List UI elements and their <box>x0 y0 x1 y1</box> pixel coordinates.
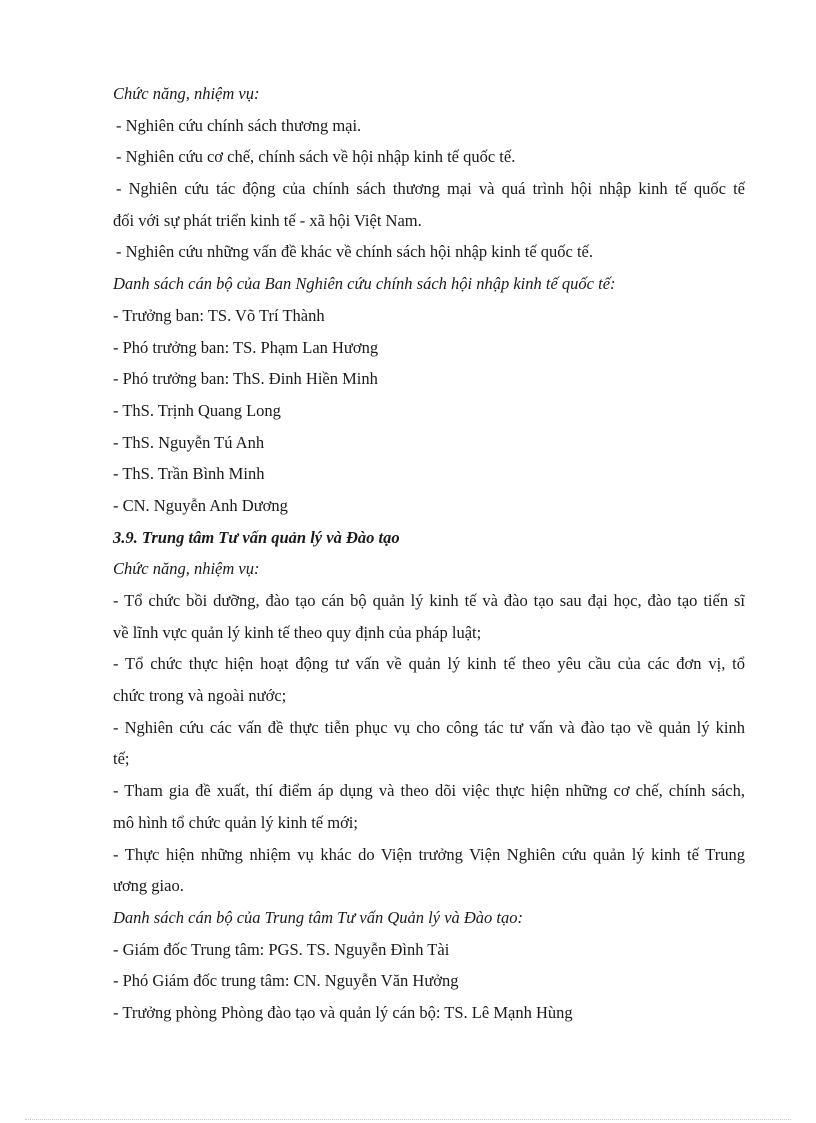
document-page <box>113 78 745 1029</box>
staff-item: - ThS. Nguyễn Tú Anh <box>113 432 265 452</box>
function-item: - Tổ chức thực hiện hoạt động tư vấn về quản lý kinh tế theo yêu cầu của các đơn vị, tổ <box>113 654 745 674</box>
page-bottom-divider <box>25 1119 791 1120</box>
function-item: - Tham gia đề xuất, thí điểm áp dụng và theo dõi việc thực hiện những cơ chế, chính sách, <box>113 781 745 801</box>
staff-item: - Phó trưởng ban: ThS. Đinh Hiền Minh <box>113 369 378 389</box>
function-item-continued: đối với sự phát triển kinh tế - xã hội Việt Nam. <box>113 210 422 230</box>
function-item-continued: về lĩnh vực quản lý kinh tế theo quy định của pháp luật; <box>113 622 482 642</box>
staff-heading: Danh sách cán bộ của Trung tâm Tư vấn Quản lý và Đào tạo: <box>113 907 524 927</box>
function-item: - Nghiên cứu những vấn đề khác về chính sách hội nhập kinh tế quốc tế. <box>116 242 594 262</box>
function-item: - Nghiên cứu chính sách thương mại. <box>116 115 362 135</box>
function-item: - Nghiên cứu tác động của chính sách thương mại và quá trình hội nhập kinh tế quốc tế <box>116 179 745 199</box>
functions-heading: Chức năng, nhiệm vụ: <box>113 559 260 579</box>
staff-heading: Danh sách cán bộ của Ban Nghiên cứu chính sách hội nhập kinh tế quốc tế: <box>113 274 616 294</box>
section-title: 3.9. Trung tâm Tư vấn quản lý và Đào tạo <box>113 527 400 547</box>
function-item-continued: chức trong và ngoài nước; <box>113 686 287 706</box>
staff-item: - CN. Nguyễn Anh Dương <box>113 495 288 515</box>
function-item-continued: ương giao. <box>113 876 184 896</box>
function-item: - Nghiên cứu các vấn đề thực tiễn phục vụ cho công tác tư vấn và đào tạo về quản lý kinh <box>113 717 745 737</box>
function-item: - Tổ chức bồi dưỡng, đào tạo cán bộ quản lý kinh tế và đào tạo sau đại học, đào tạo tiến sĩ <box>113 591 745 610</box>
staff-item: - Phó Giám đốc trung tâm: CN. Nguyễn Văn Hưởng <box>113 971 459 991</box>
staff-item: - ThS. Trịnh Quang Long <box>113 400 281 420</box>
staff-item: - ThS. Trần Bình Minh <box>113 464 265 484</box>
staff-item: - Trưởng phòng Phòng đào tạo và quản lý cán bộ: TS. Lê Mạnh Hùng <box>113 1002 573 1022</box>
function-item-continued: mô hình tổ chức quản lý kinh tế mới; <box>113 812 358 832</box>
staff-item: - Trưởng ban: TS. Võ Trí Thành <box>113 305 325 325</box>
staff-item: - Giám đốc Trung tâm: PGS. TS. Nguyễn Đình Tài <box>113 939 450 959</box>
function-item: - Nghiên cứu cơ chế, chính sách về hội nhập kinh tế quốc tế. <box>116 147 516 167</box>
function-item-continued: tế; <box>113 749 130 769</box>
functions-heading: Chức năng, nhiệm vụ: <box>113 84 260 103</box>
staff-item: - Phó trưởng ban: TS. Phạm Lan Hương <box>113 337 379 357</box>
function-item: - Thực hiện những nhiệm vụ khác do Viện trưởng Viện Nghiên cứu quản lý kinh tế Trung <box>113 844 745 864</box>
